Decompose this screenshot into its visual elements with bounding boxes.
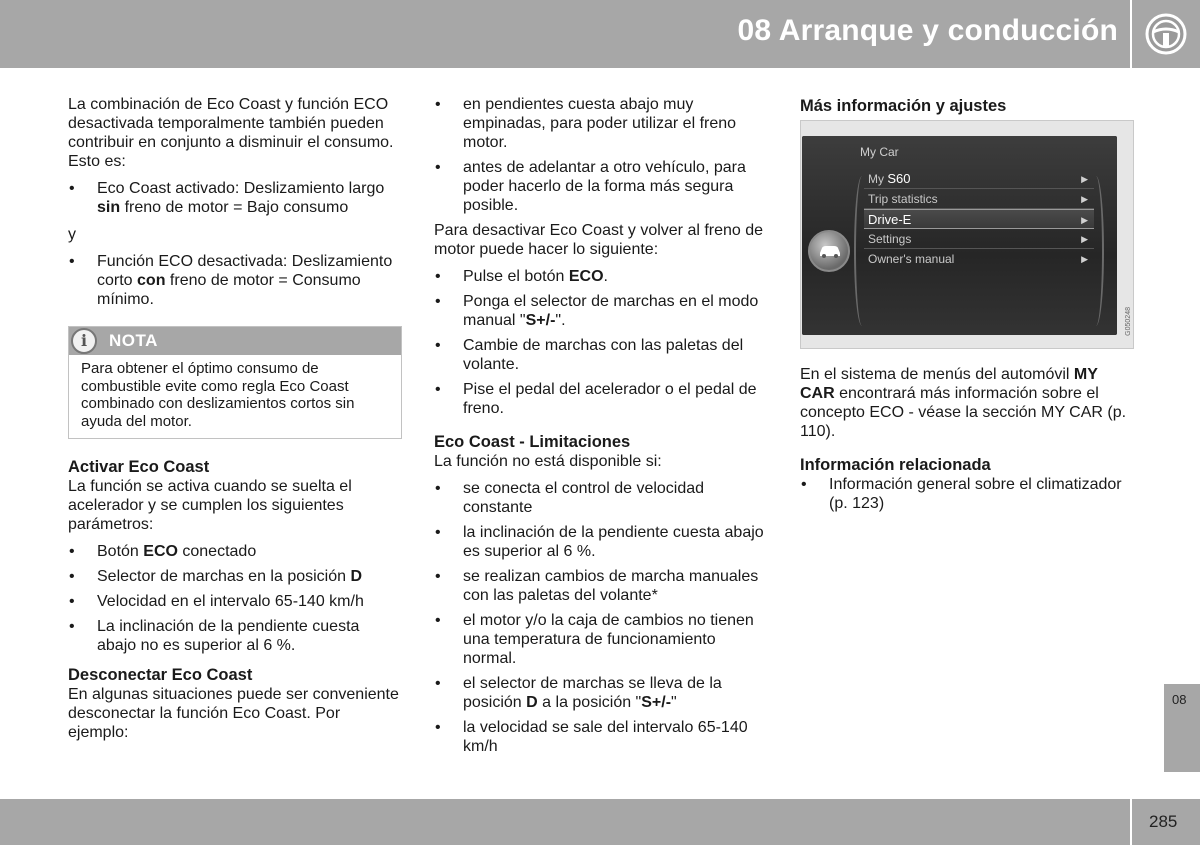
- mycar-screen-figure: [800, 120, 1134, 349]
- list-item: • la inclinación de la pendiente cuesta abajo es superior al 6 %.: [434, 523, 768, 561]
- list-item: • antes de adelantar a otro vehículo, para poder hacerlo de la forma más segura posible.: [434, 158, 768, 215]
- menu-item-drive-e[interactable]: Drive-E ▶: [864, 209, 1094, 229]
- page-number: 285: [1149, 812, 1178, 831]
- connector-text: y: [68, 226, 76, 243]
- column-left: [68, 95, 402, 750]
- figure-code: G050248: [1125, 307, 1132, 336]
- menu-item-my-s60[interactable]: My S60 ▶: [864, 169, 1094, 189]
- list-item: • Pise el pedal del acelerador o el pedal de freno.: [434, 380, 768, 418]
- screen-header: My Car: [860, 145, 899, 159]
- list-item: • se realizan cambios de marcha manuales con las paletas del volante*: [434, 567, 768, 605]
- page-header: [0, 0, 1130, 68]
- note-title: NOTA: [109, 331, 158, 350]
- list-item: • el selector de marchas se lleva de la posición D a la posición "S+/-": [434, 674, 768, 712]
- list-item: • la velocidad se sale del intervalo 65-140 km/h: [434, 718, 768, 756]
- chapter-title: 08 Arranque y conducción: [737, 14, 1118, 47]
- note-body: Para obtener el óptimo consumo de combustible evite como regla Eco Coast combinado con deslizamientos cortos sin ayuda del motor.: [81, 360, 355, 430]
- chapter-icon-box: [1132, 0, 1200, 68]
- car-icon: [808, 230, 850, 272]
- menu-item-settings[interactable]: Settings ▶: [864, 229, 1094, 249]
- list-item: • se conecta el control de velocidad constante: [434, 479, 768, 517]
- column-middle: [434, 95, 768, 762]
- list-item: • Función ECO desactivada: Deslizamiento corto con freno de motor = Consumo mínimo.: [68, 252, 402, 309]
- info-icon: i: [71, 328, 97, 354]
- arrow-right-icon: ▶: [1081, 194, 1088, 204]
- section-heading-relacionada: Información relacionada: [800, 456, 991, 474]
- section-heading-mas-info: Más información y ajustes: [800, 97, 1007, 115]
- steering-wheel-icon: [1144, 12, 1188, 56]
- activar-paragraph: La función se activa cuando se suelta el acelerador y se cumplen los siguientes parámetros:: [68, 478, 352, 533]
- arrow-right-icon: ▶: [1081, 174, 1088, 184]
- section-heading-limitaciones: Eco Coast - Limitaciones: [434, 433, 631, 451]
- column-right: [800, 95, 1134, 519]
- list-item: • Cambie de marchas con las paletas del volante.: [434, 336, 768, 374]
- menu-item-trip-statistics[interactable]: Trip statistics ▶: [864, 189, 1094, 209]
- limitaciones-paragraph: La función no está disponible si:: [434, 453, 662, 470]
- arrow-right-icon: ▶: [1081, 215, 1088, 225]
- list-item: • Selector de marchas en la posición D: [68, 567, 402, 586]
- screen-menu: [864, 169, 1094, 269]
- arrow-right-icon: ▶: [1081, 254, 1088, 264]
- list-item: • Velocidad en el intervalo 65-140 km/h: [68, 592, 402, 611]
- list-item: • Ponga el selector de marchas en el modo manual "S+/-".: [434, 292, 768, 330]
- mycar-paragraph: En el sistema de menús del automóvil MY CAR encontrará más información sobre el concepto ECO - véase la sección MY CAR (p. 110).: [800, 366, 1127, 440]
- list-item: • La inclinación de la pendiente cuesta abajo no es superior al 6 %.: [68, 617, 402, 655]
- list-item: • Botón ECO conectado: [68, 542, 402, 561]
- section-heading-desconectar: Desconectar Eco Coast: [68, 666, 253, 684]
- mycar-screen: [802, 136, 1117, 335]
- page-number-box: [1132, 799, 1200, 845]
- note-box: [68, 326, 402, 439]
- menu-item-owners-manual[interactable]: Owner's manual ▶: [864, 249, 1094, 269]
- intro-paragraph: La combinación de Eco Coast y función ECO desactivada temporalmente también pueden contribuir en conjunto a disminuir el consumo. Esto es:: [68, 96, 394, 170]
- chapter-tab: 08: [1164, 684, 1200, 772]
- list-item: • Eco Coast activado: Deslizamiento largo sin freno de motor = Bajo consumo: [68, 179, 402, 217]
- desconectar-paragraph: En algunas situaciones puede ser conveniente desconectar la función Eco Coast. Por ejemplo:: [68, 686, 399, 741]
- related-link[interactable]: • Información general sobre el climatizador (p. 123): [800, 475, 1134, 513]
- page-footer: [0, 799, 1130, 845]
- desactivar-paragraph: Para desactivar Eco Coast y volver al freno de motor puede hacer lo siguiente:: [434, 222, 764, 258]
- arrow-right-icon: ▶: [1081, 234, 1088, 244]
- list-item: • Pulse el botón ECO.: [434, 267, 768, 286]
- list-item: • el motor y/o la caja de cambios no tienen una temperatura de funcionamiento normal.: [434, 611, 768, 668]
- note-header: [69, 327, 401, 355]
- section-heading-activar: Activar Eco Coast: [68, 458, 210, 476]
- list-item: • en pendientes cuesta abajo muy empinadas, para poder utilizar el freno motor.: [434, 95, 768, 152]
